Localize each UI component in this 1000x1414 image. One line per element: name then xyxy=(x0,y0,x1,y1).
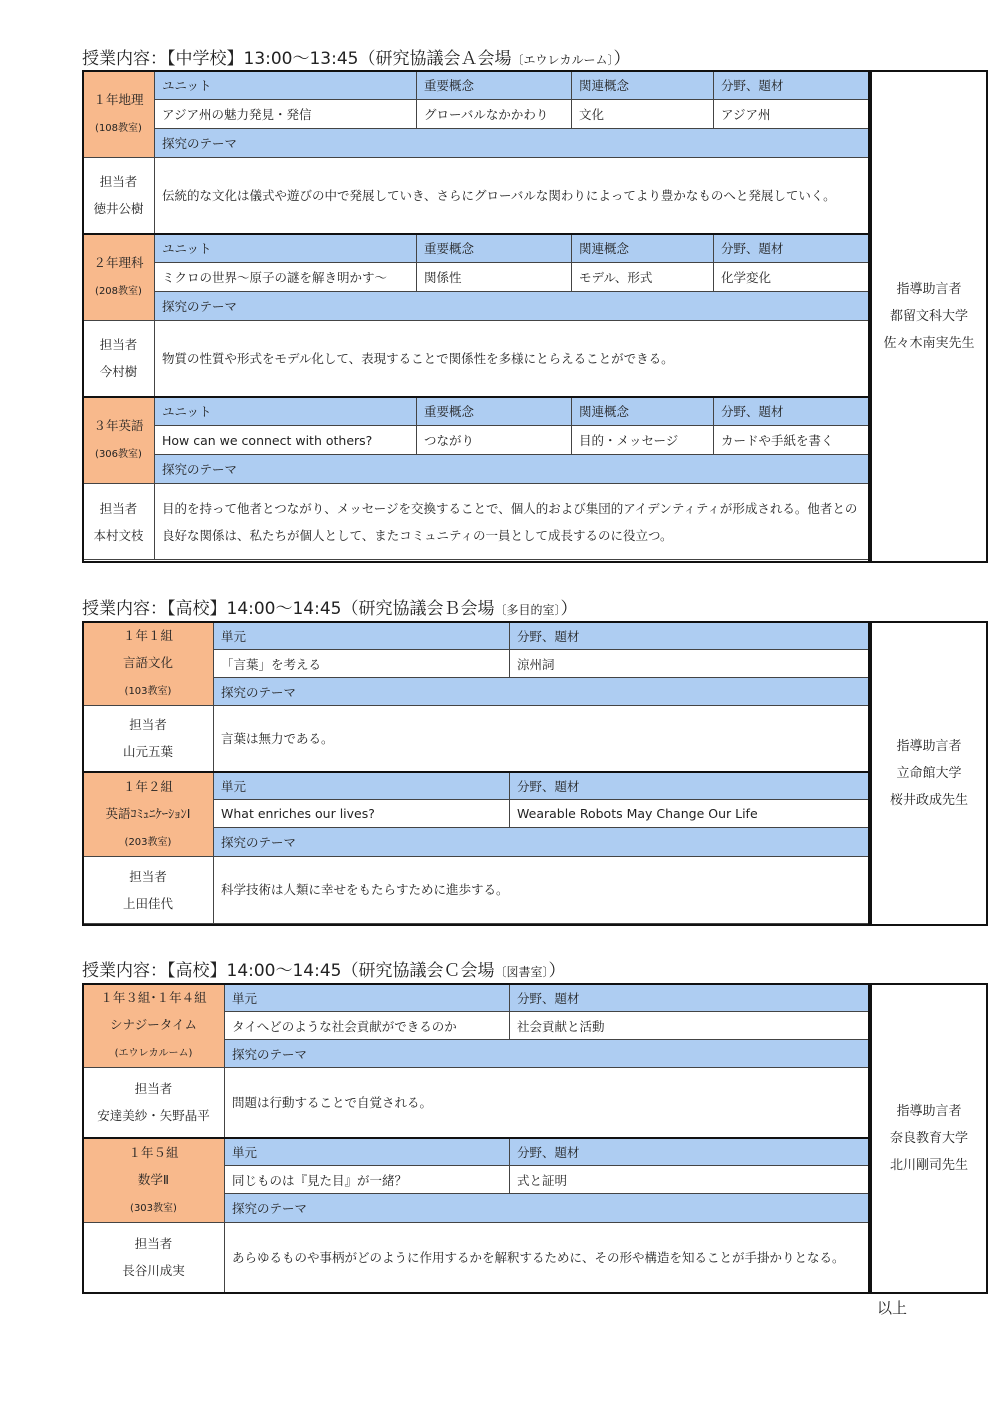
teacher-cell: 担当者 今村樹 xyxy=(83,321,155,397)
col-header: 単元 xyxy=(214,622,510,650)
col-header: 分野、題材 xyxy=(714,71,871,100)
col-header: 分野、題材 xyxy=(714,397,871,426)
teacher-cell: 担当者 上田佳代 xyxy=(83,856,214,923)
teacher-cell: 担当者 本村文枝 xyxy=(83,484,155,560)
unit-value: タイへどのような社会貢献ができるのか xyxy=(225,1012,510,1040)
section-b xyxy=(82,621,988,926)
field-value: アジア州 xyxy=(714,100,871,129)
adviser-title: 指導助言者 xyxy=(896,739,962,754)
class-label: １年３組･１年４組 シナジータイム (エウレカルーム) xyxy=(83,984,225,1068)
theme-text: 科学技術は人類に幸せをもたらすために進歩する。 xyxy=(214,856,871,923)
adviser-title: 指導助言者 xyxy=(896,1104,962,1119)
section-c-heading: 授業内容：【高校】14:00～14:45（研究協議会Ｃ会場〔図書室〕） xyxy=(82,961,566,981)
closing-text: 以上 xyxy=(877,1299,908,1317)
field-value: 式と証明 xyxy=(510,1166,871,1194)
section-b-table xyxy=(82,621,871,924)
col-header: 単元 xyxy=(214,772,510,800)
unit-value: 「言葉」を考える xyxy=(214,650,510,678)
col-header: 単元 xyxy=(225,1138,510,1166)
section-b-heading: 授業内容：【高校】14:00～14:45（研究協議会Ｂ会場〔多目的室〕） xyxy=(82,599,578,619)
theme-text: 言葉は無力である。 xyxy=(214,706,871,772)
adviser-university: 立命館大学 xyxy=(896,766,962,781)
adviser-box xyxy=(870,70,988,563)
unit-value: What enriches our lives? xyxy=(214,800,510,828)
related-concept-value: モデル、形式 xyxy=(572,263,714,292)
class-label: １年地理 (108教室) xyxy=(83,71,155,158)
col-header: 重要概念 xyxy=(417,397,572,426)
col-header: ユニット xyxy=(155,71,417,100)
adviser-university: 都留文科大学 xyxy=(889,309,968,324)
class-label: １年５組 数学Ⅱ (303教室) xyxy=(83,1138,225,1223)
class-label: １年１組 言語文化 (103教室) xyxy=(83,622,214,706)
unit-value: アジア州の魅力発見・発信 xyxy=(155,100,417,129)
class-label: １年２組 英語ｺﾐｭﾆｹｰｼｮﾝⅠ (203教室) xyxy=(83,772,214,857)
key-concept-value: 関係性 xyxy=(417,263,572,292)
adviser-university: 奈良教育大学 xyxy=(889,1131,968,1146)
section-a-heading: 授業内容：【中学校】13:00～13:45（研究協議会Ａ会場〔エウレカルーム〕） xyxy=(82,49,631,69)
class-label: ３年英語 (306教室) xyxy=(83,397,155,484)
col-header: 関連概念 xyxy=(572,397,714,426)
class-label: ２年理科 (208教室) xyxy=(83,234,155,321)
teacher-cell: 担当者 山元五葉 xyxy=(83,706,214,772)
related-concept-value: 文化 xyxy=(572,100,714,129)
col-header: 分野、題材 xyxy=(714,234,871,263)
section-a xyxy=(82,70,988,563)
key-concept-value: つながり xyxy=(417,426,572,455)
theme-text: 物質の性質や形式をモデル化して、表現することで関係性を多様にとらえることができる。 xyxy=(155,321,871,397)
theme-label: 探究のテーマ xyxy=(155,129,871,158)
adviser-name: 佐々木南実先生 xyxy=(883,336,975,351)
col-header: 関連概念 xyxy=(572,234,714,263)
adviser-title: 指導助言者 xyxy=(896,282,962,297)
theme-text: 伝統的な文化は儀式や遊びの中で発展していき、さらにグローバルな関わりによってより豊かなものへと発展していく。 xyxy=(155,158,871,234)
col-header: 関連概念 xyxy=(572,71,714,100)
field-value: 社会貢献と活動 xyxy=(510,1012,871,1040)
unit-value: How can we connect with others? xyxy=(155,426,417,455)
teacher-cell: 担当者 安達美紗・矢野晶平 xyxy=(83,1068,225,1138)
theme-label: 探究のテーマ xyxy=(155,455,871,484)
col-header: 重要概念 xyxy=(417,234,572,263)
theme-text: 目的を持って他者とつながり、メッセージを交換することで、個人的および集団的アイデンティティが形成される。他者との良好な関係は、私たちが個人として、またコミュニティの一員として成長するのに役立つ。 xyxy=(155,484,871,560)
col-header: 分野、題材 xyxy=(510,622,871,650)
section-a-table xyxy=(82,70,871,560)
field-value: Wearable Robots May Change Our Life xyxy=(510,800,871,828)
field-value: カードや手紙を書く xyxy=(714,426,871,455)
section-c xyxy=(82,983,988,1294)
col-header: 分野、題材 xyxy=(510,1138,871,1166)
unit-value: ミクロの世界～原子の謎を解き明かす～ xyxy=(155,263,417,292)
theme-text: あらゆるものや事柄がどのように作用するかを解釈するために、その形や構造を知ることが手掛かりとなる。 xyxy=(225,1222,871,1292)
teacher-cell: 担当者 長谷川成実 xyxy=(83,1222,225,1292)
theme-label: 探究のテーマ xyxy=(225,1040,871,1068)
theme-label: 探究のテーマ xyxy=(225,1194,871,1222)
col-header: ユニット xyxy=(155,234,417,263)
field-value: 化学変化 xyxy=(714,263,871,292)
adviser-name: 北川剛司先生 xyxy=(889,1158,968,1173)
col-header: ユニット xyxy=(155,397,417,426)
col-header: 重要概念 xyxy=(417,71,572,100)
theme-label: 探究のテーマ xyxy=(214,828,871,856)
field-value: 涼州詞 xyxy=(510,650,871,678)
adviser-name: 桜井政成先生 xyxy=(889,793,968,808)
related-concept-value: 目的・メッセージ xyxy=(572,426,714,455)
adviser-box xyxy=(870,621,988,926)
teacher-cell: 担当者 徳井公樹 xyxy=(83,158,155,234)
col-header: 分野、題材 xyxy=(510,772,871,800)
theme-label: 探究のテーマ xyxy=(155,292,871,321)
theme-label: 探究のテーマ xyxy=(214,678,871,706)
unit-value: 同じものは『見た目』が一緒？ xyxy=(225,1166,510,1194)
section-c-table xyxy=(82,983,871,1293)
col-header: 分野、題材 xyxy=(510,984,871,1012)
adviser-box xyxy=(870,983,988,1294)
col-header: 単元 xyxy=(225,984,510,1012)
theme-text: 問題は行動することで自覚される。 xyxy=(225,1068,871,1138)
key-concept-value: グローバルなかかわり xyxy=(417,100,572,129)
